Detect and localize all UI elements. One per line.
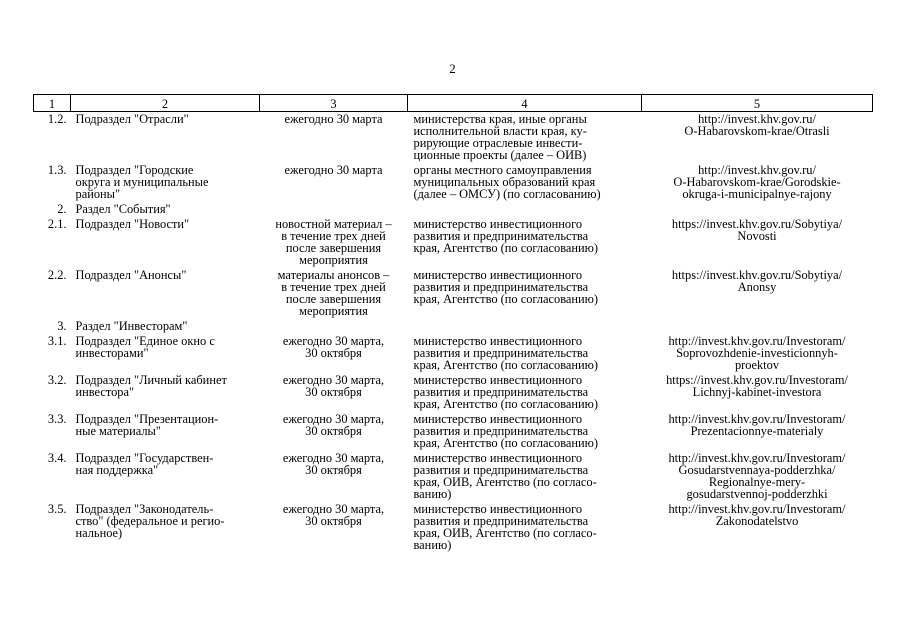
- executor-line: развития и предпринимательства: [413, 514, 589, 528]
- item-number-cell: 3.3.: [47, 412, 67, 426]
- item-name-cell: [71, 268, 260, 319]
- executor-line: края, Агентство (по согласованию): [413, 358, 599, 372]
- item-name-line: ство" (федеральное и регио-: [75, 514, 225, 528]
- item-number-cell: 3.1.: [47, 334, 67, 348]
- item-name-line: Подраздел "Единое окно с: [75, 334, 215, 348]
- executor-line: ционные проекты (далее – ОИВ): [413, 148, 587, 162]
- url-line: Anonsy: [737, 280, 777, 294]
- deadline-cell: [260, 163, 408, 202]
- table-row: [34, 163, 873, 202]
- executor-cell: [408, 412, 642, 451]
- url-cell: [642, 202, 873, 217]
- executor-line: развития и предпринимательства: [413, 424, 589, 438]
- table-body: [34, 112, 873, 554]
- table-row: [34, 319, 873, 334]
- executor-line: развития и предпринимательства: [413, 385, 589, 399]
- table-row: [34, 373, 873, 412]
- executor-line: развития и предпринимательства: [413, 229, 589, 243]
- item-name-line: Подраздел "Отрасли": [75, 112, 189, 126]
- deadline-cell: [260, 451, 408, 502]
- url-line: https://invest.khv.gov.ru/Investoram/: [666, 373, 848, 387]
- executor-cell: [408, 319, 642, 334]
- item-name-cell: [71, 412, 260, 451]
- url-line: http://invest.khv.gov.ru/Investoram/: [668, 412, 846, 426]
- executor-line: министерство инвестиционного: [413, 217, 583, 231]
- table-row: [34, 202, 873, 217]
- table-row: [34, 268, 873, 319]
- deadline-cell: [260, 112, 408, 164]
- url-cell: [642, 412, 873, 451]
- url-line: Lichnyj-kabinet-investora: [692, 385, 822, 399]
- item-name-line: Подраздел "Городские: [75, 163, 194, 177]
- item-name-line: районы": [75, 187, 121, 201]
- item-name-cell: [71, 502, 260, 553]
- executor-line: муниципальных образований края: [413, 175, 596, 189]
- executor-line: развития и предпринимательства: [413, 463, 589, 477]
- deadline-line: ежегодно 30 марта: [284, 112, 383, 126]
- item-number-cell: 3.4.: [47, 451, 67, 465]
- item-number-cell: 2.1.: [47, 217, 67, 231]
- url-line: http://invest.khv.gov.ru/: [698, 163, 816, 177]
- url-line: O-Habarovskom-krae/Gorodskie-: [673, 175, 841, 189]
- url-line: http://invest.khv.gov.ru/: [698, 112, 816, 126]
- url-line: proektov: [734, 358, 780, 372]
- executor-line: органы местного самоуправления: [413, 163, 592, 177]
- url-line: https://invest.khv.gov.ru/Sobytiya/: [671, 217, 843, 231]
- deadline-line: ежегодно 30 марта,: [282, 373, 385, 387]
- item-number-cell: 2.: [57, 202, 67, 216]
- deadline-line: ежегодно 30 марта,: [282, 334, 385, 348]
- item-name-cell: [71, 451, 260, 502]
- item-name-line: Подраздел "Законодатель-: [75, 502, 214, 516]
- deadline-cell: [260, 319, 408, 334]
- url-line: Gosudarstvennaya-podderzhka/: [678, 463, 836, 477]
- item-name-line: инвесторами": [75, 346, 149, 360]
- url-cell: [642, 373, 873, 412]
- item-number-cell: 1.3.: [47, 163, 67, 177]
- executor-line: края, Агентство (по согласованию): [413, 241, 599, 255]
- table-row: [34, 502, 873, 553]
- table-row: [34, 217, 873, 268]
- executor-cell: [408, 217, 642, 268]
- item-name-line: нальное): [75, 526, 123, 540]
- executor-cell: [408, 163, 642, 202]
- executor-line: края, Агентство (по согласованию): [413, 436, 599, 450]
- executor-line: развития и предпринимательства: [413, 346, 589, 360]
- table-row: [34, 451, 873, 502]
- item-number-cell: 3.: [57, 319, 67, 333]
- executor-cell: [408, 112, 642, 164]
- deadline-cell: [260, 202, 408, 217]
- item-name-line: округа и муниципальные: [75, 175, 209, 189]
- item-number-cell: 2.2.: [47, 268, 67, 282]
- url-line: Zakonodatelstvo: [715, 514, 799, 528]
- executor-cell: [408, 451, 642, 502]
- executor-line: края, ОИВ, Агентство (по согласо-: [413, 526, 597, 540]
- column-header-4: 4: [408, 95, 642, 112]
- executor-line: министерство инвестиционного: [413, 373, 583, 387]
- url-line: gosudarstvennoj-podderzhki: [686, 487, 828, 501]
- item-name-cell: [71, 202, 260, 217]
- url-line: http://invest.khv.gov.ru/Investoram/: [668, 451, 846, 465]
- executor-line: края, ОИВ, Агентство (по согласо-: [413, 475, 597, 489]
- column-header-5: 5: [642, 95, 873, 112]
- deadline-line: 30 октября: [305, 463, 362, 477]
- url-line: Soprovozhdenie-investicionnyh-: [676, 346, 838, 360]
- url-cell: [642, 334, 873, 373]
- executor-line: министерство инвестиционного: [413, 412, 583, 426]
- item-name-line: инвестора": [75, 385, 135, 399]
- url-line: O-Habarovskom-krae/Otrasli: [684, 124, 830, 138]
- item-name-cell: [71, 373, 260, 412]
- deadline-cell: [260, 334, 408, 373]
- table-row: [34, 112, 873, 164]
- deadline-line: после завершения: [285, 241, 382, 255]
- url-line: Prezentacionnye-materialy: [690, 424, 824, 438]
- deadline-cell: [260, 268, 408, 319]
- item-name-cell: [71, 334, 260, 373]
- item-name-line: ная поддержка": [75, 463, 159, 477]
- executor-line: (далее – ОМСУ) (по согласованию): [413, 187, 601, 201]
- deadline-line: в течение трех дней: [281, 280, 386, 294]
- url-cell: [642, 502, 873, 553]
- deadline-cell: [260, 373, 408, 412]
- executor-cell: [408, 334, 642, 373]
- url-line: Regionalnye-mery-: [708, 475, 806, 489]
- item-number-cell: 3.2.: [47, 373, 67, 387]
- executor-line: министерство инвестиционного: [413, 268, 583, 282]
- deadline-line: 30 октября: [305, 424, 362, 438]
- item-name-line: Раздел "Инвесторам": [75, 319, 188, 333]
- deadline-cell: [260, 502, 408, 553]
- plan-table: [33, 94, 873, 553]
- url-line: https://invest.khv.gov.ru/Sobytiya/: [671, 268, 843, 282]
- url-line: http://invest.khv.gov.ru/Investoram/: [668, 502, 846, 516]
- url-cell: [642, 268, 873, 319]
- deadline-line: 30 октября: [305, 346, 362, 360]
- page-number: 2: [449, 61, 456, 76]
- deadline-line: ежегодно 30 марта,: [282, 412, 385, 426]
- executor-cell: [408, 202, 642, 217]
- header-row: [34, 95, 873, 112]
- executor-line: рирующие отраслевые инвести-: [413, 136, 583, 150]
- url-cell: [642, 217, 873, 268]
- item-name-line: Подраздел "Личный кабинет: [75, 373, 227, 387]
- item-number-cell: 3.5.: [47, 502, 67, 516]
- deadline-cell: [260, 412, 408, 451]
- executor-cell: [408, 502, 642, 553]
- executor-line: министерство инвестиционного: [413, 451, 583, 465]
- executor-cell: [408, 268, 642, 319]
- executor-line: министерство инвестиционного: [413, 502, 583, 516]
- deadline-line: после завершения: [285, 292, 382, 306]
- column-header-1: 1: [34, 95, 71, 112]
- deadline-line: новостной материал –: [275, 217, 392, 231]
- deadline-line: в течение трех дней: [281, 229, 386, 243]
- table-row: [34, 412, 873, 451]
- url-line: http://invest.khv.gov.ru/Investoram/: [668, 334, 846, 348]
- url-cell: [642, 112, 873, 164]
- column-header-2: 2: [71, 95, 260, 112]
- deadline-cell: [260, 217, 408, 268]
- deadline-line: ежегодно 30 марта: [284, 163, 383, 177]
- executor-line: края, Агентство (по согласованию): [413, 397, 599, 411]
- executor-cell: [408, 373, 642, 412]
- url-cell: [642, 451, 873, 502]
- item-name-cell: [71, 112, 260, 164]
- executor-line: развития и предпринимательства: [413, 280, 589, 294]
- url-line: Novosti: [737, 229, 777, 243]
- item-number-cell: 1.2.: [47, 112, 67, 126]
- deadline-line: ежегодно 30 марта,: [282, 502, 385, 516]
- url-line: okruga-i-municipalnye-rajony: [682, 187, 832, 201]
- item-name-line: Подраздел "Анонсы": [75, 268, 187, 282]
- item-name-line: ные материалы": [75, 424, 161, 438]
- deadline-line: 30 октября: [305, 514, 362, 528]
- executor-line: министерство инвестиционного: [413, 334, 583, 348]
- item-name-line: Подраздел "Государствен-: [75, 451, 214, 465]
- deadline-line: ежегодно 30 марта,: [282, 451, 385, 465]
- table-row: [34, 334, 873, 373]
- item-name-line: Подраздел "Новости": [75, 217, 190, 231]
- url-cell: [642, 319, 873, 334]
- item-name-line: Раздел "События": [75, 202, 171, 216]
- column-header-3: 3: [260, 95, 408, 112]
- executor-line: края, Агентство (по согласованию): [413, 292, 599, 306]
- item-name-cell: [71, 319, 260, 334]
- item-name-cell: [71, 217, 260, 268]
- item-name-cell: [71, 163, 260, 202]
- deadline-line: 30 октября: [305, 385, 362, 399]
- deadline-line: мероприятия: [299, 253, 368, 267]
- item-name-line: Подраздел "Презентацион-: [75, 412, 219, 426]
- executor-line: министерства края, иные органы: [413, 112, 587, 126]
- executor-line: ванию): [413, 487, 452, 501]
- url-cell: [642, 163, 873, 202]
- deadline-line: материалы анонсов –: [277, 268, 390, 282]
- executor-line: исполнительной власти края, ку-: [413, 124, 587, 138]
- executor-line: ванию): [413, 538, 452, 552]
- deadline-line: мероприятия: [299, 304, 368, 318]
